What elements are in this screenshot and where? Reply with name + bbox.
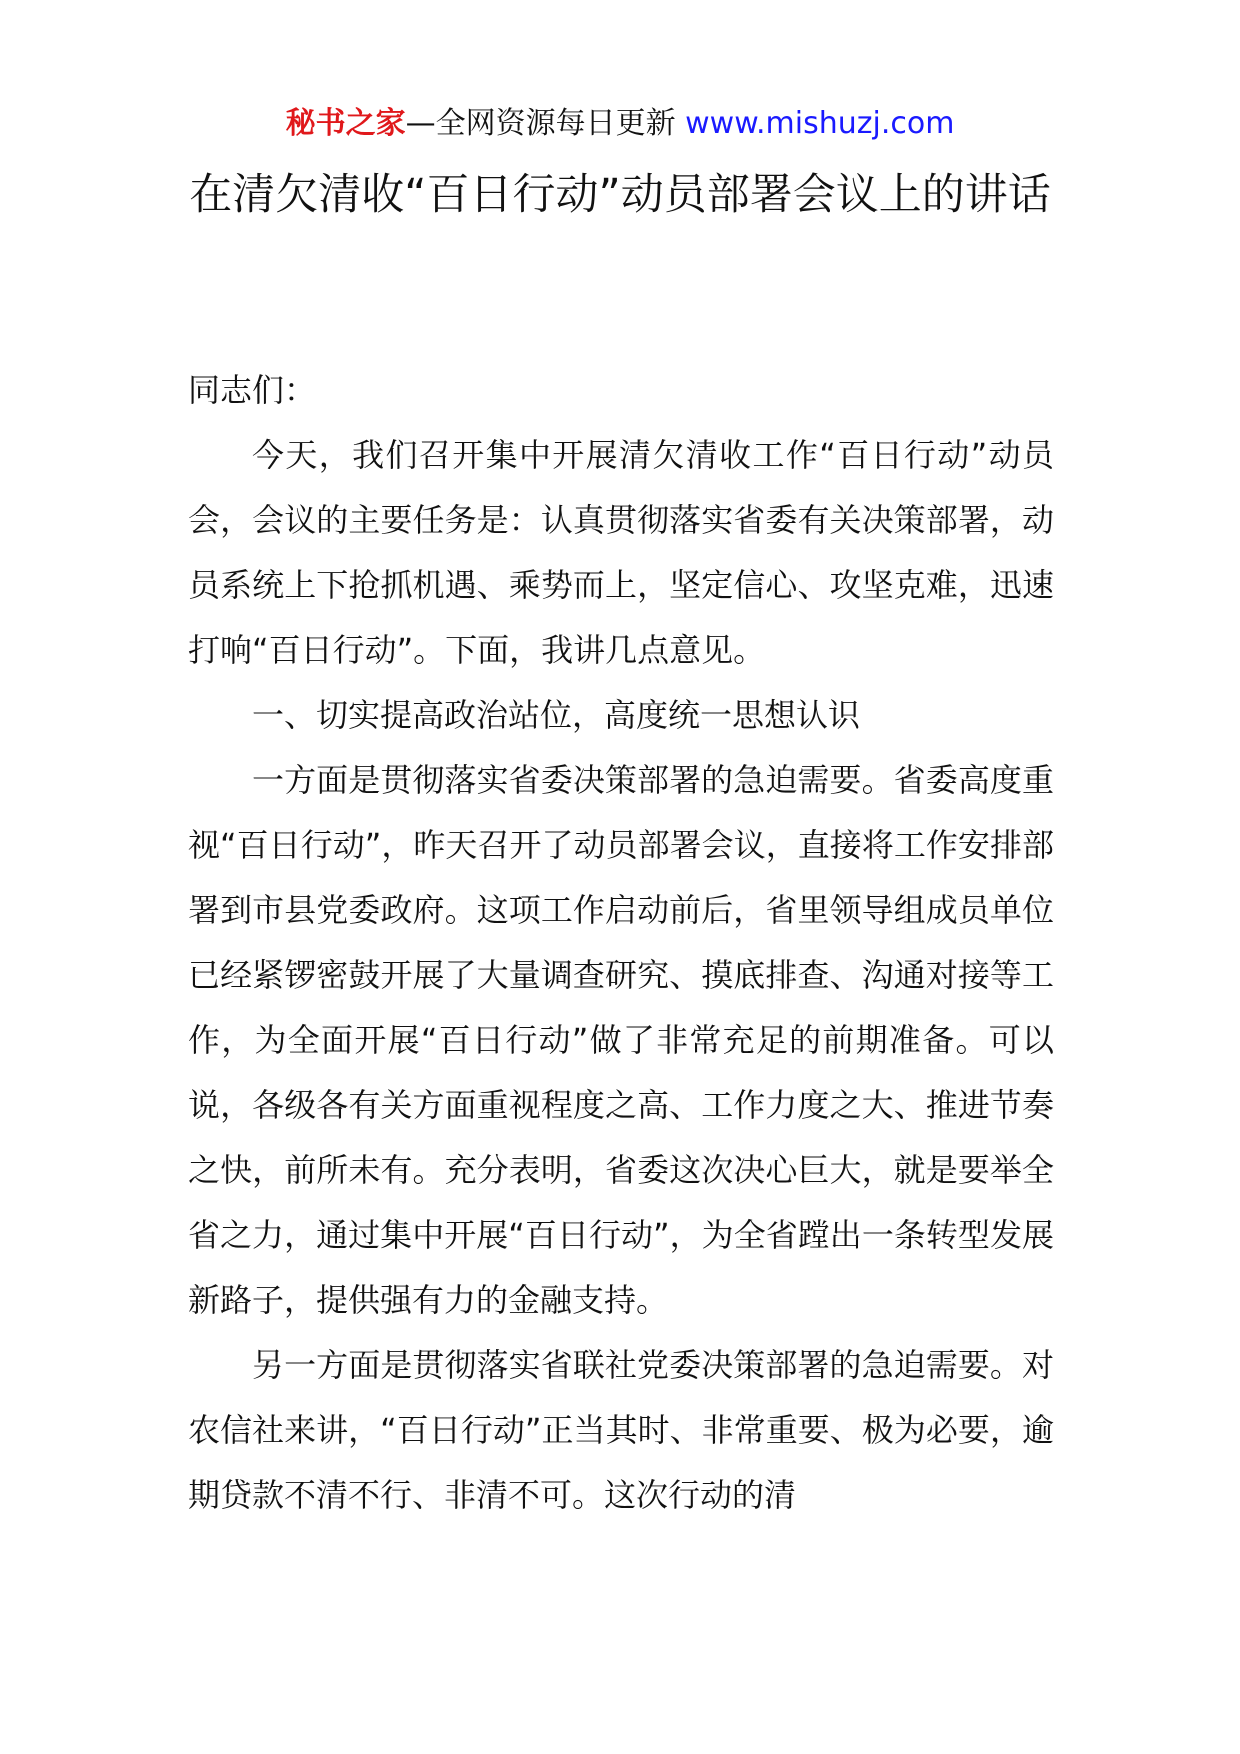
document-body (188, 358, 1054, 1528)
paragraph-provincial: 一方面是贯彻落实省委决策部署的急迫需要。省委高度重视“百日行动”，昨天召开了动员部署会议，直接将工作安排部署到市县党委政府。这项工作启动前后，省里领导组成员单位已经紧锣密鼓开展了大量调查研究、摸底排查、沟通对接等工作，为全面开展“百日行动”做了非常充足的前期准备。可以说，各级各有关方面重视程度之高、工作力度之大、推进节奏之快，前所未有。充分表明，省委这次决心巨大，就是要举全省之力，通过集中开展“百日行动”，为全省蹚出一条转型发展新路子，提供强有力的金融支持。 (188, 761, 1054, 1319)
paragraph-union: 另一方面是贯彻落实省联社党委决策部署的急迫需要。对农信社来讲，“百日行动”正当其时、非常重要、极为必要，逾期贷款不清不行、非清不可。这次行动的清 (188, 1346, 1054, 1514)
header-tagline: —全网资源每日更新 (405, 106, 686, 141)
section-heading: 一、切实提高政治站位，高度统一思想认识 (252, 696, 861, 734)
salutation: 同志们： (188, 371, 317, 409)
site-header (0, 102, 1240, 146)
paragraph-intro: 今天，我们召开集中开展清欠清收工作“百日行动”动员会，会议的主要任务是：认真贯彻落实省委有关决策部署，动员系统上下抢抓机遇、乘势而上，坚定信心、攻坚克难，迅速打响“百日行动”。下面，我讲几点意见。 (188, 436, 1054, 669)
document-title: 在清欠清收“百日行动”动员部署会议上的讲话 (189, 170, 1051, 220)
site-url-link[interactable]: www.mishuzj.com (685, 106, 955, 141)
brand-name: 秘书之家 (285, 106, 406, 141)
